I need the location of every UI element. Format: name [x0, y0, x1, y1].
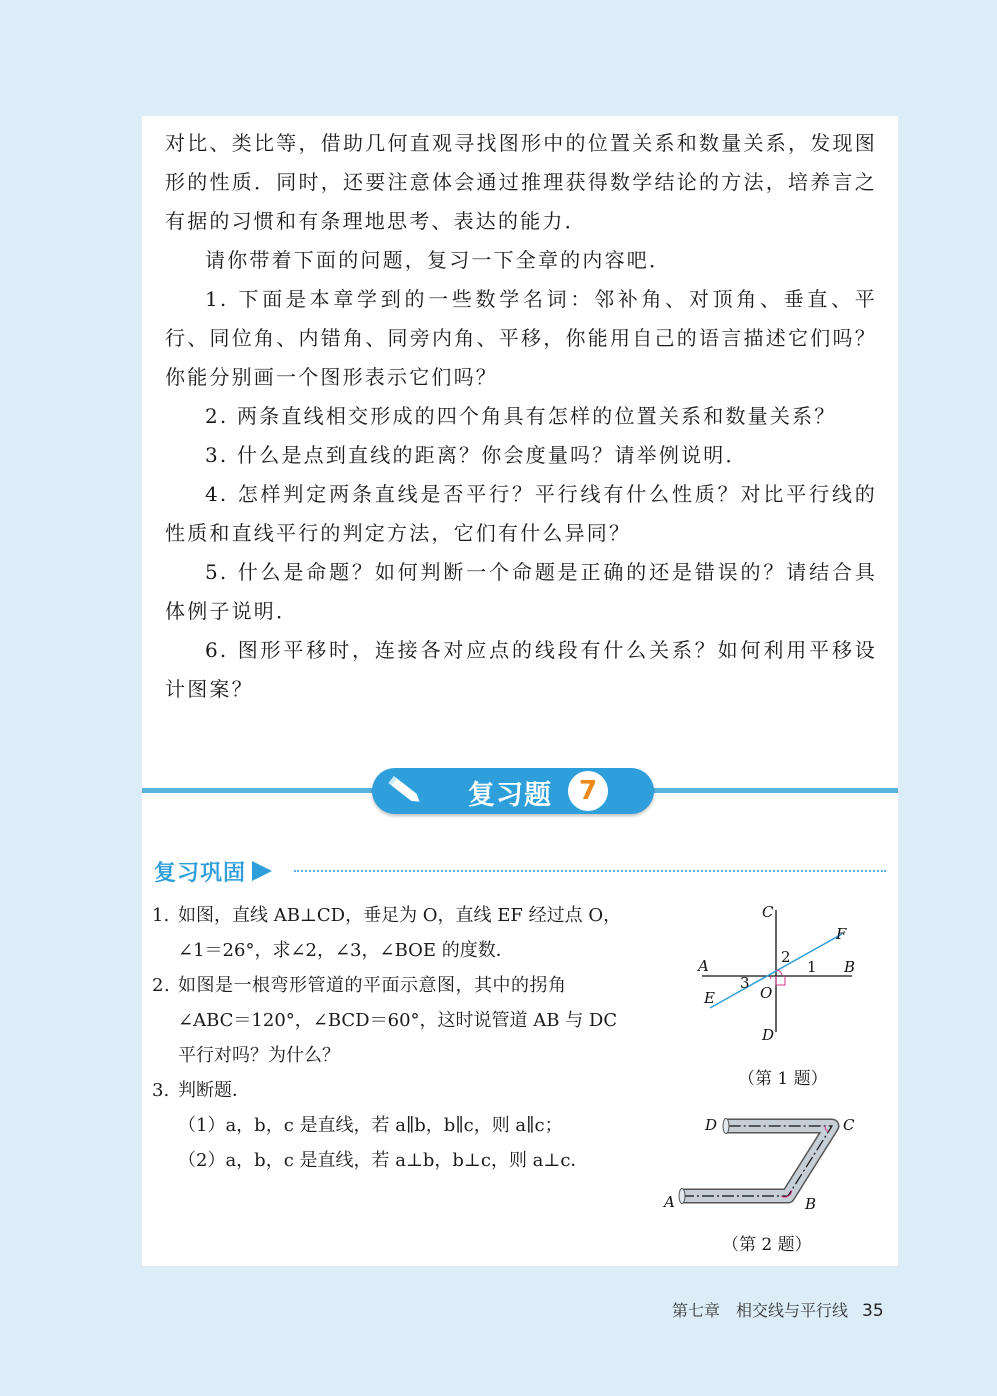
exercise-banner [372, 768, 654, 814]
label-e: E [704, 989, 715, 1007]
problem-2 [152, 968, 662, 1003]
exercise-list [152, 898, 662, 1178]
problem-text: 如图是一根弯形管道的平面示意图，其中的拐角 [178, 975, 567, 996]
section-title: 复习巩固 [154, 860, 247, 886]
review-question-4: 4. 怎样判定两条直线是否平行？平行线有什么性质？对比平行线的性质和直线平行的判定方法，它们有什么异同？ [165, 482, 877, 545]
review-question-6: 6. 图形平移时，连接各对应点的线段有什么关系？如何利用平移设计图案？ [165, 638, 877, 701]
problem-3 [152, 1073, 662, 1108]
angle-3-arc [770, 976, 771, 979]
label-angle-2: 2 [781, 948, 791, 966]
pipe-end-d [723, 1119, 729, 1134]
banner-title: 复习题 [468, 780, 552, 811]
label-angle-3: 3 [740, 974, 750, 992]
pipe-centerline [682, 1126, 832, 1196]
label-a: A [698, 957, 709, 975]
review-question-2: 2. 两条直线相交形成的四个角具有怎样的位置关系和数量关系？ [205, 404, 837, 428]
problem-number: 3. [152, 1080, 170, 1101]
problem-3-part-1: （1）a，b，c 是直线，若 a∥b，b∥c，则 a∥c； [178, 1115, 563, 1136]
pencil-icon [386, 774, 424, 808]
chapter-title: 第七章 相交线与平行线 [672, 1301, 849, 1320]
problem-1-continued: ∠1＝26°，求∠2，∠3，∠BOE 的度数． [178, 940, 514, 961]
page-number: 35 [862, 1301, 884, 1321]
summary-paragraph-1: 对比、类比等，借助几何直观寻找图形中的位置关系和数量关系，发现图形的性质．同时，还要注意体会通过推理获得数学结论的方法，培养言之有据的习惯和有条理地思考、表达的能力． [165, 131, 877, 233]
label-c: C [762, 903, 774, 921]
angle-2-arc [776, 970, 781, 973]
label-f: F [836, 925, 847, 943]
label-b: B [844, 958, 856, 976]
review-question-3: 3. 什么是点到直线的距离？你会度量吗？请举例说明． [205, 443, 748, 467]
figure-1-intersecting-lines [692, 900, 862, 1050]
right-angle-mark [776, 976, 785, 985]
problem-2-continued-2: 平行对吗？为什么？ [178, 1045, 340, 1066]
section-header [154, 856, 272, 886]
problem-1 [152, 898, 662, 933]
problem-text: 如图，直线 AB⊥CD，垂足为 O，直线 EF 经过点 O， [178, 905, 622, 926]
label-a: A [664, 1193, 675, 1211]
label-angle-1: 1 [807, 958, 817, 976]
label-d: D [762, 1026, 775, 1044]
figure-2-bent-pipe [660, 1108, 870, 1214]
problem-number: 2. [152, 975, 171, 996]
label-o: O [760, 984, 773, 1002]
pipe-end-a [679, 1189, 685, 1204]
triangle-arrow-icon [252, 861, 272, 881]
label-c: C [843, 1116, 855, 1134]
problem-3-part-2: （2）a，b，c 是直线，若 a⊥b，b⊥c，则 a⊥c． [178, 1150, 589, 1171]
page-footer [672, 1298, 884, 1321]
figure-1-caption: （第 1 题） [738, 1069, 828, 1089]
review-question-1: 1. 下面是本章学到的一些数学名词：邻补角、对顶角、垂直、平行、同位角、内错角、同旁内角、平移，你能用自己的语言描述它们吗？你能分别画一个图形表示它们吗？ [165, 287, 877, 389]
label-b: B [805, 1195, 817, 1213]
problem-text: 判断题． [178, 1080, 250, 1101]
label-d: D [705, 1116, 718, 1134]
problem-number: 1. [152, 905, 170, 926]
summary-paragraph-2: 请你带着下面的问题，复习一下全章的内容吧． [205, 248, 672, 272]
banner-number: 7 [568, 771, 608, 811]
review-question-5: 5. 什么是命题？如何判断一个命题是正确的还是错误的？请结合具体例子说明． [165, 560, 877, 623]
problem-2-continued: ∠ABC＝120°，∠BCD＝60°，这时说管道 AB 与 DC [178, 1010, 618, 1031]
figure-2-caption: （第 2 题） [722, 1235, 812, 1255]
section-dotted-rule [294, 870, 886, 872]
chapter-summary [165, 124, 877, 709]
